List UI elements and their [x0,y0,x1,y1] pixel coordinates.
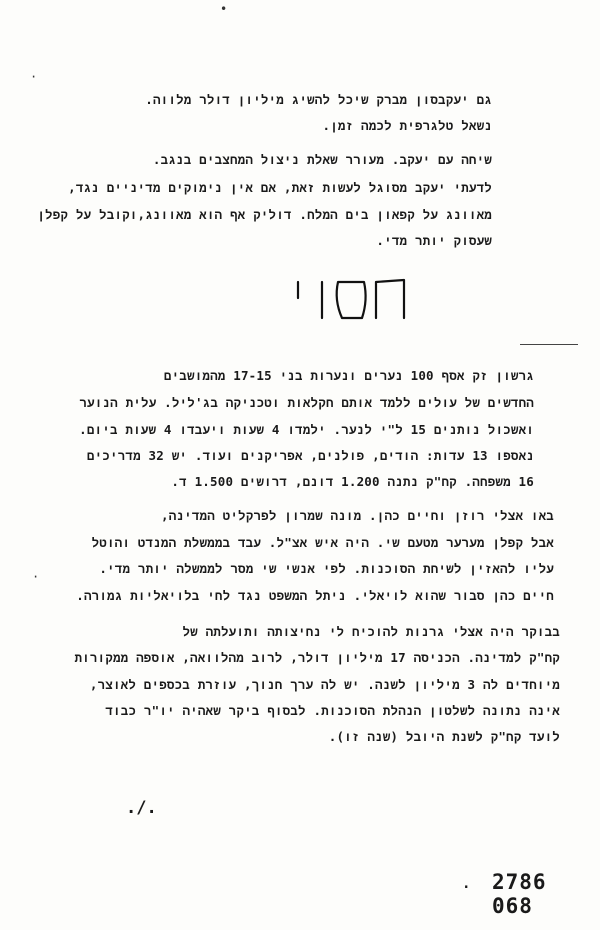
classification-handwritten-mark [280,268,410,324]
text-line: בבוקר היה אצלי גרנות להוכיח לי נחיצותה ותועלתה של [182,624,560,639]
text-line: גרשון זק אסף 100 נערים ונערות בני 17-15 מהמושבים [163,368,534,383]
text-line: אינה נתונה לשלטון הנהלת הסוכנות. לבסוף ביקר שאהיה יו"ר כבוד [105,703,560,718]
text-line: אבל קפלן מערער מטעם שי. היה איש אצ"ל. עבד בממשלת המנדט והוטל [91,535,554,550]
text-line: לועד קח"ק לשנת היובל (שנה זו). [328,729,560,744]
text-line: שעסוק יותר מדי. [376,233,492,248]
text-line: 16 משפחה. קח"ק נתנה 1.200 דונם, דרושים 1.500 ד. [171,474,534,489]
text-line: נשאל טלגרפית לכמה זמן. [322,118,492,133]
text-line: החדשים של עולים ללמד אותם חקלאות וטכניקה בג'ליל. עלית הנוער [79,395,534,410]
text-line: נאספו 13 עדות: הודים, פולנים, אפריקנים ועוד. יש 32 מדריכים [86,448,534,463]
text-line: קח"ק למדינה. הכניסה 17 מיליון דולר, לרוב מהלוואה, אוספה ממקורות [74,650,560,665]
text-line: גם יעקבסון מברק שיכל להשיג מיליון דולר מלווה. [145,92,492,107]
scan-speck: . [462,876,471,892]
text-line: עליו להאזין לשיחת הסוכנות. לפי אנשי שי מסר לממשלה יותר מדי. [99,561,554,576]
margin-rule [520,344,578,345]
archive-page-number: 2786 068 [492,870,547,918]
text-line: שיחה עם יעקב. מעורר שאלת ניצול המחצבים בנגב. [152,152,492,167]
scan-speck: • [220,2,228,16]
scan-speck: · [30,70,38,84]
text-line: ואשכול נותנים 15 ל"י לנער. ילמדו 4 שעות ויעבדו 4 שעות ביום. [79,422,534,437]
text-line: מיוחדים לה 3 מיליון לשנה. יש לה ערך חנוך, עוזרת בכספים לאוצר, [89,677,560,692]
scan-speck: · [32,570,40,584]
text-line: מאוונג על קפאון בים המלח. דוליק אף הוא מאוונג,וקובל על קפלן [37,207,492,222]
signoff-mark: ./. [126,798,157,818]
text-line: לדעתי יעקב מסוגל לעשות זאת, אם אין נימוקים מדיניים נגד, [68,180,492,195]
text-line: באו אצלי רוזן וחיים כהן. מונה שמרון לפרקליט המדינה, [160,508,554,523]
text-line: חיים כהן סבור שהוא לויאלי. ניתל המשפט נגד לחי בלויאליות גמורה. [76,588,554,603]
